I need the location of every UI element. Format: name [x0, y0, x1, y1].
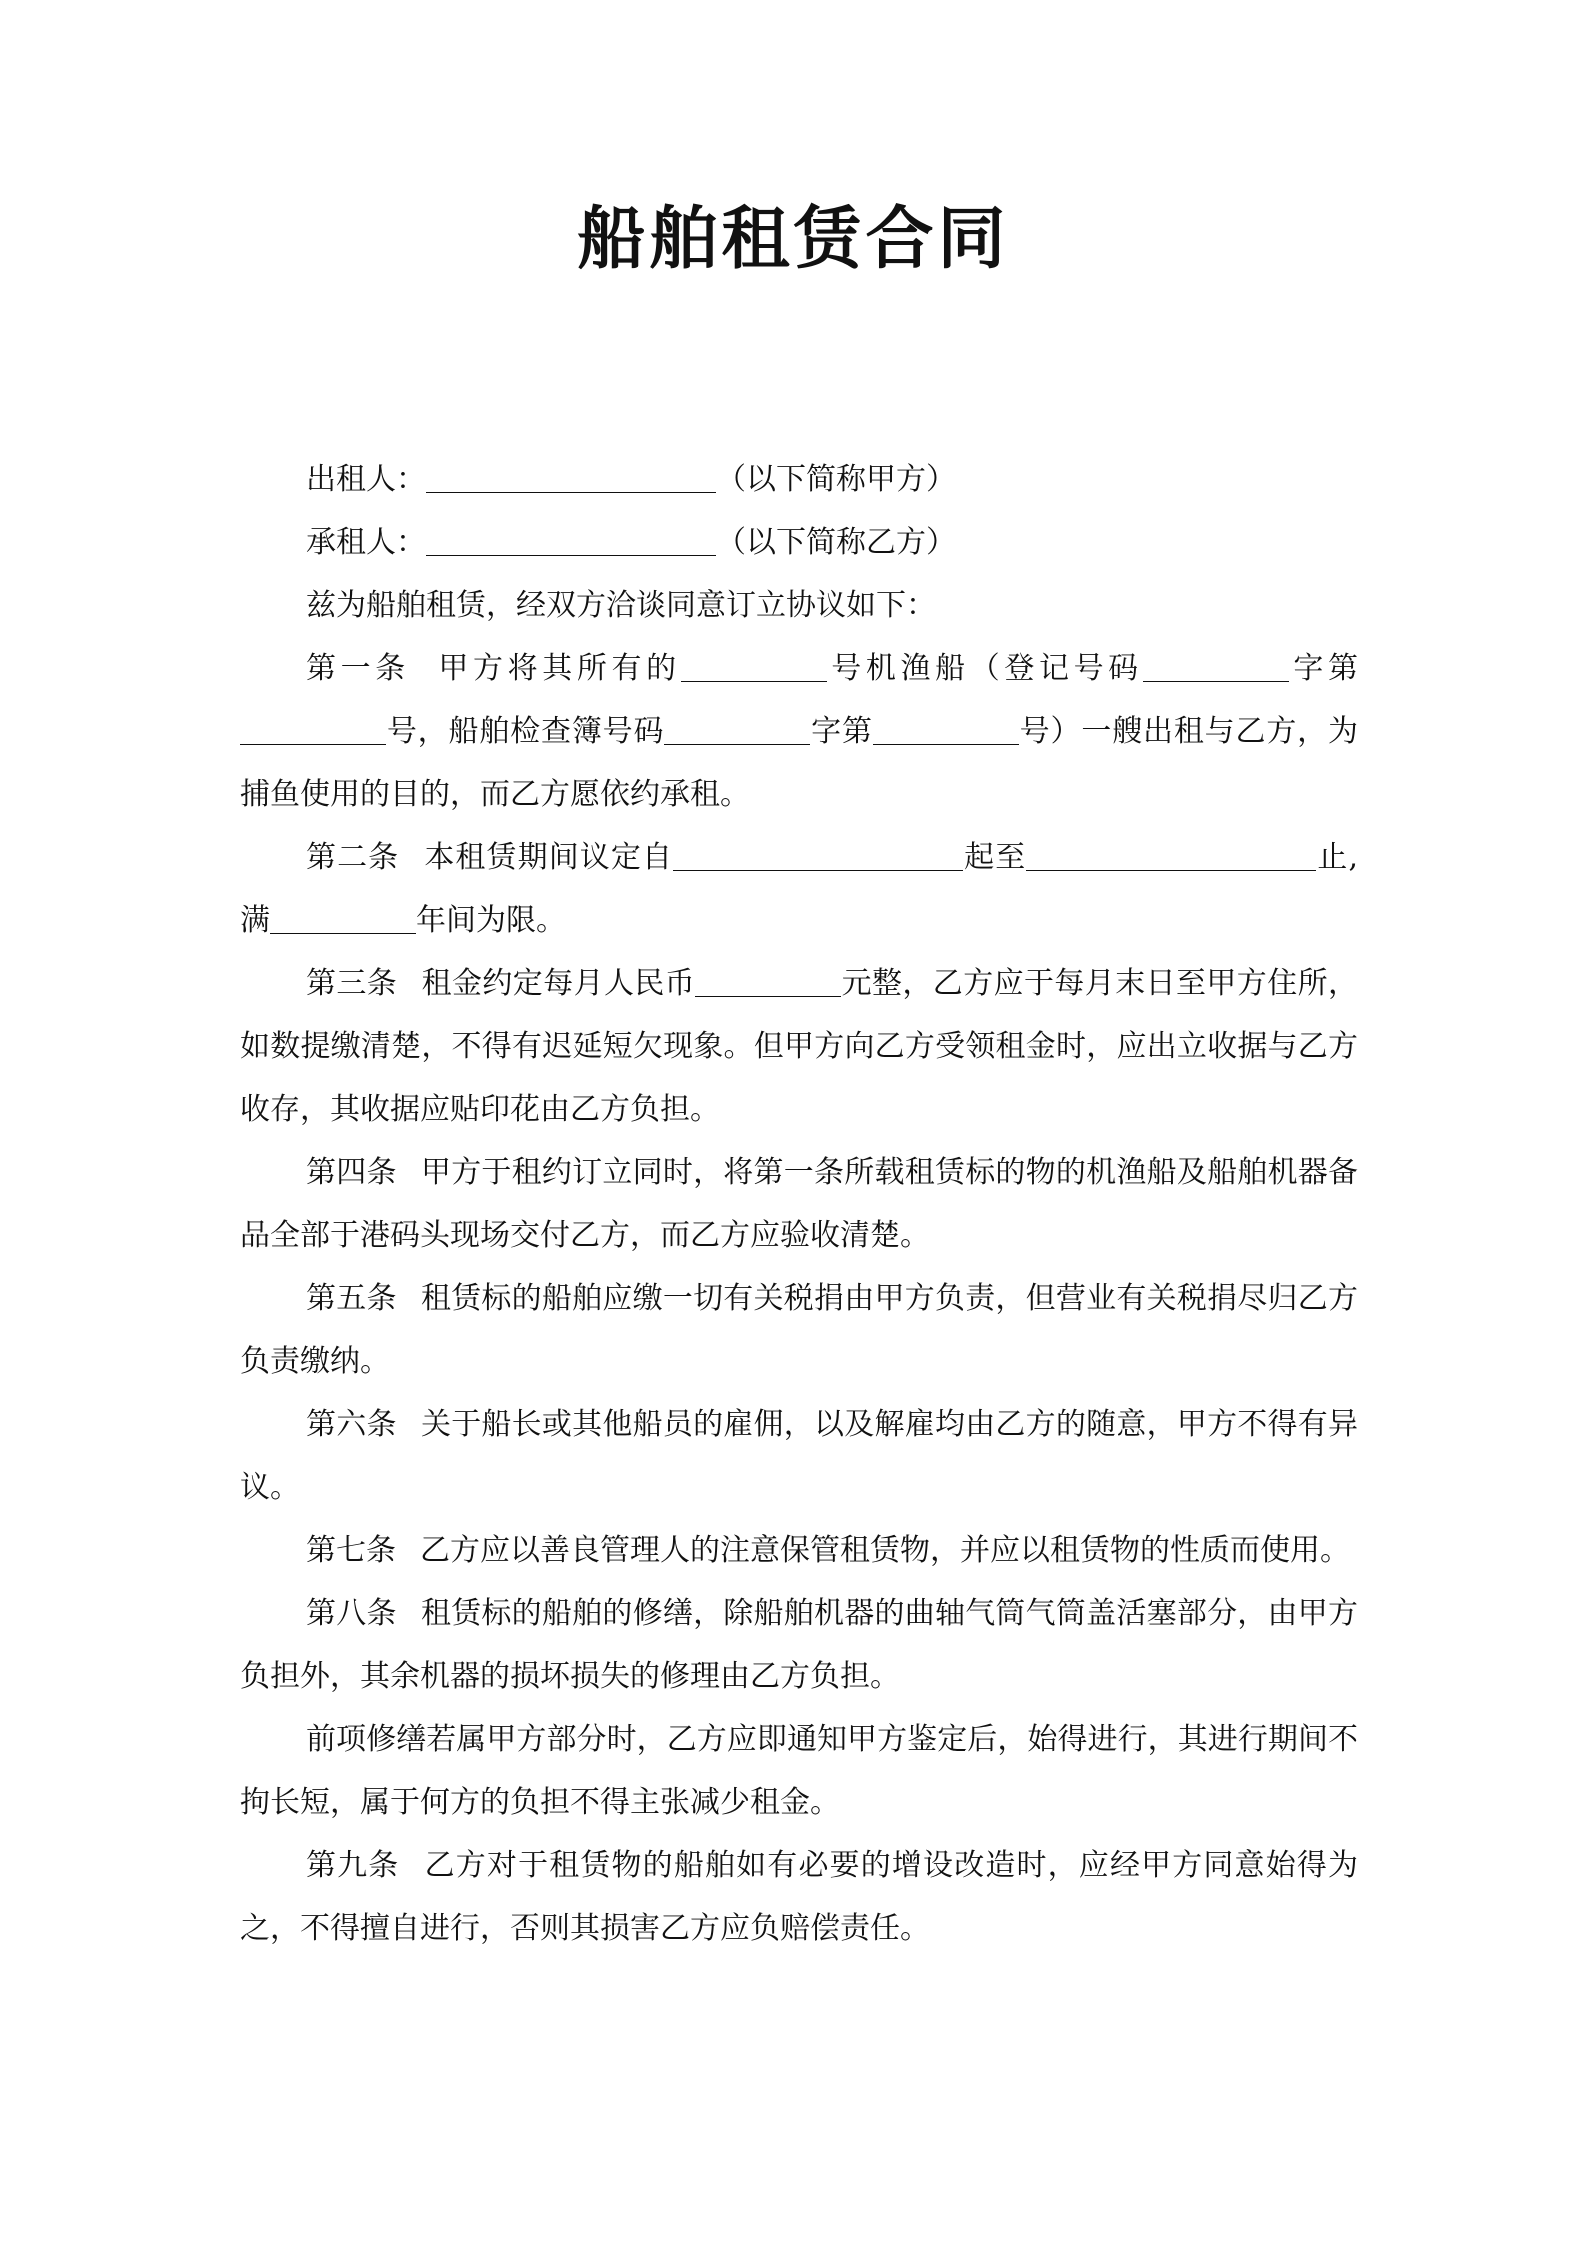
article-9-heading: 第九条	[306, 1848, 400, 1883]
lessee-note: （以下简称乙方）	[716, 525, 956, 560]
registration-word-blank[interactable]	[1143, 651, 1289, 682]
article-3-heading: 第三条	[306, 966, 398, 1001]
article-3-text-2: 元整，乙方应于每月末日至甲方住所，如数提缴清楚，不得有迟延短欠现象。但甲方向乙方受领租金时，应出立收据与乙方收存，其收据应贴印花由乙方负担。	[240, 966, 1359, 1127]
lessee-line	[240, 511, 1358, 574]
article-1-heading: 第一条	[306, 651, 410, 686]
article-3-text-1: 租金约定每月人民币	[421, 966, 696, 1001]
article-2	[240, 826, 1358, 952]
article-1-text-3: 字第	[1288, 651, 1359, 686]
article-1-text-4: 号，船舶检查簿号码	[386, 714, 665, 749]
article-4-heading: 第四条	[306, 1155, 397, 1190]
inspection-word-blank[interactable]	[664, 714, 810, 745]
lease-end-blank[interactable]	[1026, 840, 1316, 871]
lessor-label: 出租人：	[306, 462, 426, 497]
article-6	[240, 1393, 1358, 1519]
article-4-text: 甲方于租约订立同时，将第一条所载租赁标的物的机渔船及船舶机器备品全部于港码头现场交付乙方，而乙方应验收清楚。	[240, 1155, 1359, 1253]
article-1-text-5: 字第	[810, 714, 873, 749]
lessor-blank[interactable]	[426, 462, 716, 493]
contract-body	[240, 448, 1358, 1960]
preamble: 兹为船舶租赁，经双方洽谈同意订立协议如下：	[306, 588, 936, 623]
article-1-text-6: 号）一艘出租与乙方，为捕鱼使用的目的，而乙方愿依约承租。	[240, 714, 1359, 812]
article-2-text-3: 止,满	[240, 840, 1359, 938]
article-2-text-2: 起至	[963, 840, 1027, 875]
article-2-text-1: 本租赁期间议定自	[423, 840, 674, 875]
registration-number-blank[interactable]	[240, 714, 386, 745]
article-2-text-4: 年间为限。	[416, 903, 566, 938]
article-8-followup: 前项修缮若属甲方部分时，乙方应即通知甲方鉴定后，始得进行，其进行期间不拘长短，属于何方的负担不得主张减少租金。	[240, 1722, 1358, 1820]
article-5-text: 租赁标的船舶应缴一切有关税捐由甲方负责，但营业有关税捐尽归乙方负责缴纳。	[240, 1281, 1359, 1379]
article-4	[240, 1141, 1358, 1267]
article-9	[240, 1834, 1358, 1960]
vessel-number-blank[interactable]	[681, 651, 827, 682]
lease-start-blank[interactable]	[673, 840, 963, 871]
article-8-heading: 第八条	[306, 1596, 397, 1631]
lessee-label: 承租人：	[306, 525, 426, 560]
lessee-blank[interactable]	[426, 525, 716, 556]
article-7-text: 乙方应以善良管理人的注意保管租赁物，并应以租赁物的性质而使用。	[420, 1533, 1350, 1568]
article-7-heading: 第七条	[306, 1533, 396, 1568]
lessor-note: （以下简称甲方）	[716, 462, 956, 497]
article-2-heading: 第二条	[306, 840, 400, 875]
article-9-text: 乙方对于租赁物的船舶如有必要的增设改造时，应经甲方同意始得为之，不得擅自进行，否则其损害乙方应负赔偿责任。	[240, 1848, 1359, 1946]
article-8-text: 租赁标的船舶的修缮，除船舶机器的曲轴气筒气筒盖活塞部分，由甲方负担外，其余机器的损坏损失的修理由乙方负担。	[240, 1596, 1359, 1694]
article-5-heading: 第五条	[306, 1281, 397, 1316]
article-5	[240, 1267, 1358, 1393]
inspection-number-blank[interactable]	[873, 714, 1019, 745]
article-1-text-1: 甲方将其所有的	[433, 651, 681, 686]
rent-amount-blank[interactable]	[695, 966, 841, 997]
lease-years-blank[interactable]	[270, 903, 416, 934]
lessor-line	[240, 448, 1358, 511]
document-title: 船舶租赁合同	[577, 199, 1010, 279]
article-1	[240, 637, 1358, 826]
article-1-text-2: 号机渔船（登记号码	[826, 651, 1143, 686]
article-7	[240, 1519, 1358, 1582]
article-3	[240, 952, 1358, 1141]
article-6-text: 关于船长或其他船员的雇佣，以及解雇均由乙方的随意，甲方不得有异议。	[240, 1407, 1359, 1505]
article-8	[240, 1582, 1358, 1708]
article-6-heading: 第六条	[306, 1407, 397, 1442]
